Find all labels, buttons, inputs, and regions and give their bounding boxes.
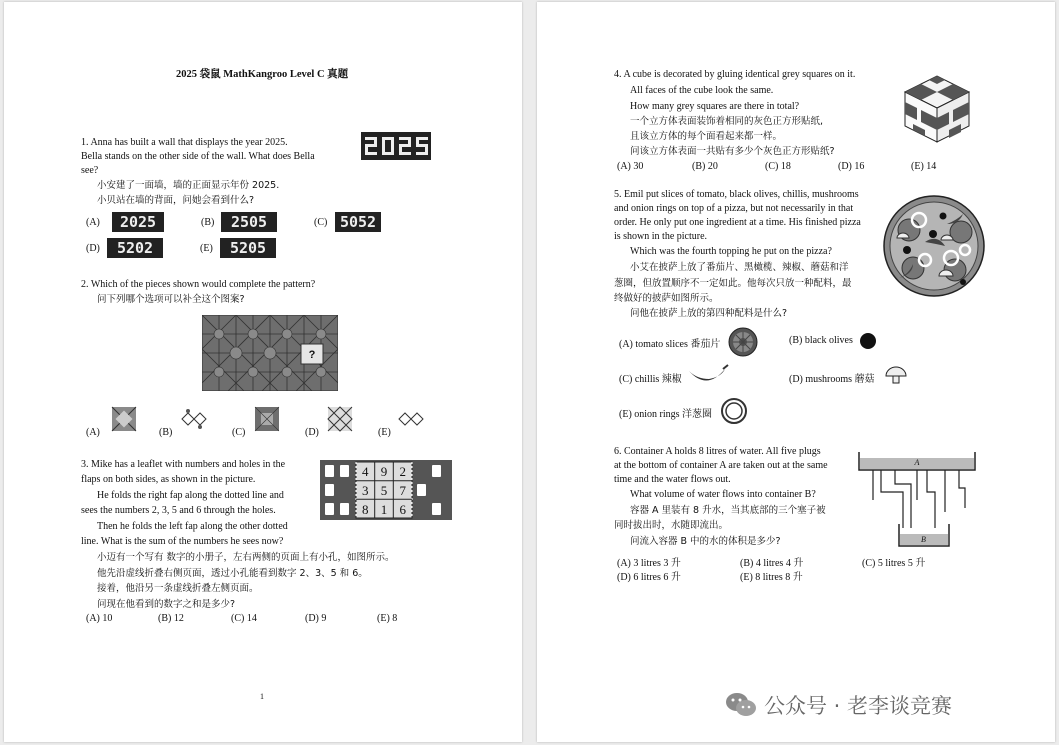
q1-option-e-label[interactable]: (E) (200, 243, 213, 254)
q1-option-a-label[interactable]: (A) (86, 217, 100, 228)
q5-option-c[interactable]: (C) chillis 辣椒 (619, 374, 682, 385)
q3-leaflet-image (320, 460, 452, 520)
q3-grid-cell: 8 (362, 502, 369, 517)
q4-option-a[interactable]: (A) 30 (617, 161, 644, 172)
q1-text-line3: see? (81, 165, 99, 176)
q5-text-line4: is shown in the picture. (614, 231, 708, 242)
q5-text-line1: 5. Emil put slices of tomato, black olives, chillis, mushrooms (614, 189, 859, 200)
q3-grid-cell: 5 (380, 483, 388, 498)
q2-text: 2. Which of the pieces shown would complete the pattern? (81, 279, 316, 290)
q6-text-line2: at the bottom of container A are taken out at the same (614, 460, 828, 471)
q5-option-d[interactable]: (D) mushrooms 蘑菇 (789, 374, 875, 385)
q5-option-a-tomato-slice-icon[interactable] (727, 326, 759, 358)
q4-text-line3: How many grey squares are there in total? (630, 101, 800, 112)
q5-pizza-image (883, 194, 985, 298)
q3-option-c[interactable]: (C) 14 (231, 613, 257, 624)
q3-option-d[interactable]: (D) 9 (305, 613, 327, 624)
q6-option-a[interactable]: (A) 3 litres 3 升 (617, 558, 681, 569)
q3-option-a[interactable]: (A) 10 (86, 613, 113, 624)
q1-text-line2: Bella stands on the other side of the wall. What does Bella (81, 151, 315, 162)
q6-option-d[interactable]: (D) 6 litres 6 升 (617, 572, 681, 583)
q5-chinese-line2: 葱圈，但放置顺序不一定如此。他每次只放一种配料，最 (614, 278, 852, 289)
q3-option-b[interactable]: (B) 12 (158, 613, 184, 624)
q3-text-line2: flaps on both sides, as shown in the picture. (81, 474, 256, 485)
q1-chinese-line2: 小贝站在墙的背面，问她会看到什么? (97, 195, 255, 206)
q4-text-line2: All faces of the cube look the same. (630, 85, 774, 96)
q6-container-b-label: B (921, 535, 926, 544)
q2-option-a-piece[interactable] (108, 406, 138, 432)
q6-text-line1: 6. Container A holds 8 litres of water. All five plugs (614, 446, 821, 457)
q6-option-c[interactable]: (C) 5 litres 5 升 (862, 558, 926, 569)
q2-pattern-image (202, 315, 338, 391)
q1-option-d-label[interactable]: (D) (86, 243, 100, 254)
q2-option-c-label[interactable]: (C) (232, 427, 246, 438)
q1-option-b-label[interactable]: (B) (201, 217, 215, 228)
q3-text-line1: 3. Mike has a leaflet with numbers and holes in the (81, 459, 286, 470)
q3-text-line5: Then he folds the left fap along the other dotted (97, 521, 288, 532)
q3-grid-cell: 7 (399, 483, 406, 498)
q3-option-e[interactable]: (E) 8 (377, 613, 398, 624)
wechat-logo-icon (724, 690, 758, 718)
q2-option-b-piece[interactable] (179, 406, 209, 432)
q1-option-b-image[interactable]: 2505 (221, 212, 277, 232)
watermark-text: 公众号 · 老李谈竞赛 (764, 694, 953, 718)
q3-chinese-line3: 接着，他沿另一条虚线折叠左侧页面。 (97, 583, 259, 594)
q2-option-e-label[interactable]: (E) (378, 427, 391, 438)
q6-text-line4: What volume of water flows into container B? (630, 489, 816, 500)
q5-option-c-chilli-icon[interactable] (687, 363, 729, 385)
q4-cube-image (901, 72, 973, 144)
q6-container-a-label: A (914, 458, 920, 467)
q5-option-e-onion-ring-icon[interactable] (719, 396, 749, 426)
q1-wall-image (361, 132, 431, 160)
q4-option-b[interactable]: (B) 20 (692, 161, 718, 172)
q5-option-e[interactable]: (E) onion rings 洋葱圈 (619, 409, 713, 420)
q1-option-e-image[interactable]: 5205 (220, 238, 276, 258)
q3-text-line6: line. What is the sum of the numbers he sees now? (81, 536, 284, 547)
q5-text-line3: order. He only put one ingredient at a time. His finished pizza (614, 217, 861, 228)
q3-grid-cell: 3 (362, 483, 369, 498)
q3-grid-cell: 4 (362, 464, 369, 479)
q2-chinese: 问下列哪个选项可以补全这个图案? (97, 294, 245, 305)
q6-chinese-line2: 同时拔出时，水随即流出。 (614, 520, 729, 531)
q6-text-line3: time and the water flows out. (614, 474, 731, 485)
q1-option-a-image[interactable]: 2025 (112, 212, 164, 232)
q5-option-b[interactable]: (B) black olives (789, 335, 853, 346)
q6-containers-image (855, 448, 979, 552)
q3-text-line3: He folds the right fap along the dotted line and (97, 490, 284, 501)
q4-chinese-line1: 一个立方体表面装饰着相同的灰色正方形贴纸, (630, 116, 824, 127)
q4-text-line1: 4. A cube is decorated by gluing identical grey squares on it. (614, 69, 856, 80)
q3-chinese-line1: 小迈有一个写有 数字的小册子，左右两侧的页面上有小孔，如图所示。 (97, 552, 395, 563)
page-1 (4, 2, 522, 742)
q2-option-d-label[interactable]: (D) (305, 427, 319, 438)
q5-option-b-black-olive-icon[interactable] (858, 331, 878, 351)
q5-text-line5: Which was the fourth topping he put on the pizza? (630, 246, 832, 257)
q5-option-a[interactable]: (A) tomato slices 番茄片 (619, 339, 721, 350)
q5-chinese-line1: 小艾在披萨上放了番茄片、黑橄榄、辣椒、蘑菇和洋 (630, 262, 849, 273)
q4-option-e[interactable]: (E) 14 (911, 161, 937, 172)
q6-chinese-line3: 问流入容器 B 中的水的体积是多少? (630, 536, 781, 547)
q3-grid-cell: 6 (399, 502, 406, 517)
q3-chinese-line4: 问现在他看到的数字之和是多少? (97, 599, 236, 610)
q2-option-c-piece[interactable] (252, 406, 282, 432)
q5-option-d-mushroom-icon[interactable] (884, 364, 908, 386)
q6-option-e[interactable]: (E) 8 litres 8 升 (740, 572, 803, 583)
q4-chinese-line2: 且该立方体的每个面看起来都一样。 (630, 131, 783, 142)
q3-chinese-line2: 他先沿虚线折叠右侧页面，透过小孔能看到数字 2、3、5 和 6。 (97, 568, 368, 579)
q5-chinese-line4: 问他在披萨上放的第四种配料是什么? (630, 308, 788, 319)
q2-option-d-piece[interactable] (325, 406, 355, 432)
q4-chinese-line3: 问该立方体表面一共贴有多少个灰色正方形贴纸? (630, 146, 835, 157)
q1-option-d-image[interactable]: 5202 (107, 238, 163, 258)
q5-chinese-line3: 终做好的披萨如图所示。 (614, 293, 719, 304)
q2-option-e-piece[interactable] (397, 406, 427, 432)
q1-option-c-label[interactable]: (C) (314, 217, 328, 228)
q3-grid-cell: 2 (399, 464, 406, 479)
q4-option-c[interactable]: (C) 18 (765, 161, 791, 172)
q5-text-line2: and onion rings on top of a pizza, but not necessarily in that (614, 203, 854, 214)
q2-question-mark: ? (308, 349, 316, 361)
page-title: 2025 袋鼠 MathKangroo Level C 真题 (176, 69, 349, 80)
q6-option-b[interactable]: (B) 4 litres 4 升 (740, 558, 804, 569)
q3-grid-cell: 9 (380, 464, 388, 479)
q6-chinese-line1: 容器 A 里装有 8 升水，当其底部的三个塞子被 (630, 505, 826, 516)
q2-option-b-label[interactable]: (B) (159, 427, 173, 438)
page-number: 1 (260, 692, 264, 701)
q4-option-d[interactable]: (D) 16 (838, 161, 865, 172)
q1-text-line1: 1. Anna has built a wall that displays the year 2025. (81, 137, 288, 148)
q1-chinese-line1: 小安建了一面墙，墙的正面显示年份 2025. (97, 180, 280, 191)
q3-text-line4: sees the numbers 2, 3, 5 and 6 through the holes. (81, 505, 276, 516)
q1-option-c-image[interactable]: 5052 (335, 212, 381, 232)
q3-grid-cell: 1 (380, 502, 388, 517)
page-2 (537, 2, 1055, 742)
q2-option-a-label[interactable]: (A) (86, 427, 100, 438)
